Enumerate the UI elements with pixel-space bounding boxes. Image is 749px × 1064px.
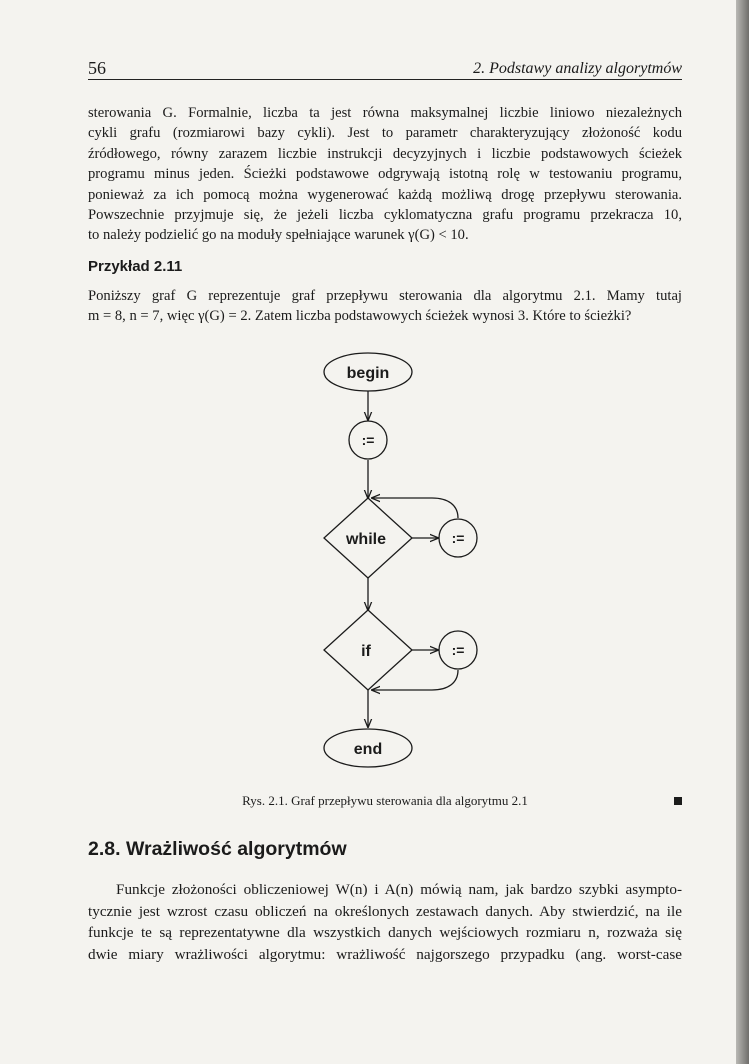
paragraph-sensitivity [88,879,682,965]
text-line: Poniższy graf G reprezentuje graf przepływu sterowania dla algorytmu 2.1. Mamy tutaj [88,288,682,304]
example-heading: Przykład 2.11 [88,258,183,275]
node-assign-3-label: := [451,642,465,658]
section-heading: 2.8. Wrażliwość algorytmów [88,838,347,860]
text-line: tycznie jest wzrost czasu obliczeń na określonych zestawach danych. Aby stwierdzić, na ile [88,902,682,920]
page-number: 56 [88,58,106,78]
node-while-label: while [345,531,387,548]
node-if-label: if [361,643,371,660]
node-end-label: end [353,741,383,758]
text-line: Powszechnie przyjmuje się, że jeżeli liczba cyklomatyczna grafu programu przekracza 10, [88,206,682,223]
text-line: cykli grafu (rozmiarowi bazy cykli). Jest to parametr charakteryzujący złożoność kodu [88,125,682,142]
end-of-example-mark [674,797,682,805]
running-head: 2. Podstawy analizy algorytmów [473,60,682,77]
text-line: dwie miary wrażliwości algorytmu: wrażliwość najgorszego przypadku (ang. worst-case [88,945,682,963]
text-line: Funkcje złożoności obliczeniowej W(n) i A(n) mówią nam, jak bardzo szybki asympto- [116,881,682,898]
text-line: m = 8, n = 7, więc γ(G) = 2. Zatem liczba podstawowych ścieżek wynosi 3. Które to ścieżki? [88,308,632,325]
text-line: ponieważ za ich pomocą można wygenerować każdą możliwą drogę przepływu sterowania. [88,186,682,203]
text-line: funkcje te są reprezentatywne dla wszystkich danych wejściowych rozmiaru n, rozważa się [88,924,682,941]
node-assign-1-label: := [361,432,375,448]
caption-text: Rys. 2.1. Graf przepływu sterowania dla algorytmu 2.1 [242,793,528,808]
text-line: programu minus jeden. Ścieżki podstawowe odgrywają istotną rolę w testowaniu programu, [88,166,682,183]
figure-caption [88,793,682,813]
text-line: źródłowego, równy zarazem liczbie instrukcji decyzyjnych i liczbie podstawowych ścieżek [88,145,682,162]
node-begin-label: begin [346,365,390,382]
page-edge-shadow [736,0,749,1064]
text-line: sterowania G. Formalnie, liczba ta jest równa maksymalnej liczbie liniowo niezależnych [88,105,682,121]
text-line: to należy podzielić go na moduły spełniające warunek γ(G) < 10. [88,227,469,244]
node-assign-2-label: := [451,530,465,546]
